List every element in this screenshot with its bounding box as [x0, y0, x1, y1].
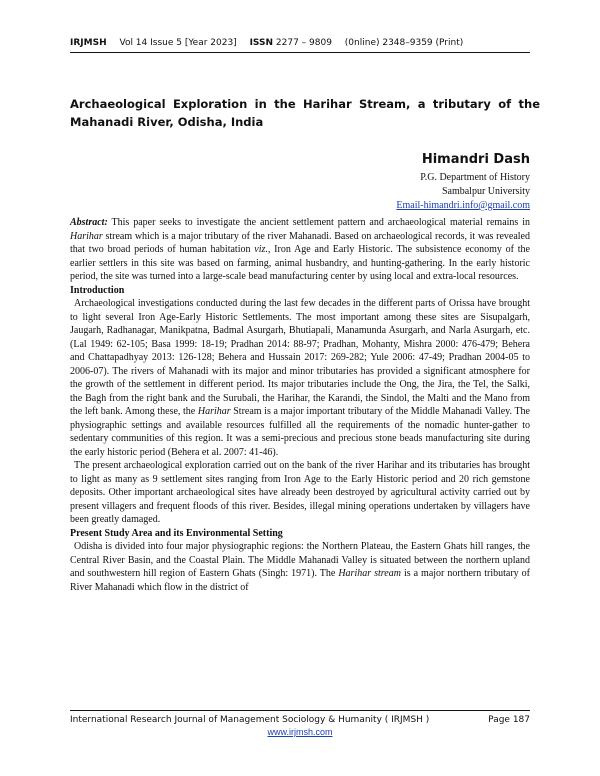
introduction-heading: Introduction [70, 284, 125, 296]
issn-value: 2277 – 9809 [275, 38, 332, 48]
author-department: P.G. Department of History [420, 172, 530, 183]
paper-body [70, 216, 530, 594]
study-text: Odisha is divided into four major physiographic regions: the Northern Plateau, the Eastern Ghats hill ranges, the Central River Basin, and the Coastal Plain. The Middle Mahanadi Valley is situated between the northern upland and southwestern hill region of Eastern Ghats (Singh: 1971). The [70, 541, 530, 579]
introduction-paragraph [70, 297, 530, 459]
footer-journal-name: International Research Journal of Management Sociology & Humanity ( IRJMSH ) [70, 715, 430, 725]
journal-abbrev: IRJMSH [70, 38, 107, 48]
abstract-text: stream which is a major tributary of the river Mahanadi. Based on archaeological records, it was revealed that two broad periods of human habitation [70, 230, 530, 255]
running-footer [70, 712, 530, 737]
author-name: Himandri Dash [421, 152, 530, 167]
volume-info: Vol 14 Issue 5 [Year 2023] [119, 38, 237, 48]
study-area-heading: Present Study Area and its Environmental Setting [70, 527, 283, 539]
running-header [70, 38, 463, 48]
intro-text: Archaeological investigations conducted during the last few decades in the different parts of Orissa have brought to light several Iron Age-Early Historic Settlements. The most important among these sites are Sisupalgarh, Jaugarh, Radhanagar, Manikpatna, Badmal Asurgarh, Bhutiapali, Manamunda Asurgarh, and Narla Asurgarh, etc. (Lal 1949: 62-105; Basa 1999: 18-19; Pradhan 2014: 88-97; Pradhan, Mohanty, Mishra 2000: 476-479; Behera and Chattapadhyay 2013: 126-128; Behera and Hussain 2017: 269-282; Yule 2006: 47-49; Pradhan 2004-05 to 2006-07). The rivers of Mahanadi with its major and minor tributaries has provided a significant atmosphere for the growth of the settlement in different period. Its major tributaries include the Ong, the Jira, the Tel, the Salki, the Bagh from the right bank and the Surubali, the Harihar, the Karandi, the Sindol, the Malti and the Mano from the left bank. Among these, the [70, 298, 530, 417]
author-email-link[interactable]: Email-himandri.info@gmail.com [396, 200, 530, 211]
paper-title: Archaeological Exploration in the Harihar Stream, a tributary of the Mahanadi River, Odisha, India [70, 97, 540, 129]
page-number: Page 187 [488, 715, 530, 725]
issn-online-print: (0nline) 2348–9359 (Print) [344, 38, 464, 48]
intro-italic: Harihar [197, 406, 231, 417]
issn-label: ISSN [249, 38, 274, 48]
introduction-paragraph-2: The present archaeological exploration carried out on the bank of the river Harihar and its tributaries has brought to light as many as 9 settlement sites ranging from Iron Age to the Early Historic period and 20 rich gemstone deposits. Other important archaeological sites have already been destroyed by agricultural activity carried out by present villagers and frequent floods of this river. Besides, illegal mining operations undertaken by villagers have been greatly damaged. [70, 460, 530, 525]
footer-divider [70, 710, 530, 711]
header-divider [70, 52, 530, 53]
study-italic: Harihar stream [338, 568, 401, 579]
study-text: is a major northern tributary of River Mahanadi which flow in the district of [70, 568, 531, 593]
abstract-text: , Iron Age and Early Historic. The subsistence economy of the earlier settlers in this site was based on farming, animal husbandry, and hunting-gathering. In the early historic period, the site was turned into a large-scale bead manufacturing center by using local and extra-local resources. [70, 244, 530, 282]
abstract-italic: viz. [254, 244, 268, 255]
abstract-text: This paper seeks to investigate the ancient settlement pattern and archaeological material remains in [107, 217, 530, 228]
author-university: Sambalpur University [441, 186, 530, 197]
journal-url-link[interactable]: www.irjmsh.com [267, 727, 333, 737]
study-area-paragraph [70, 540, 530, 594]
intro-text: Stream is a major important tributary of the Middle Mahanadi Valley. The physiographic settings and available resources fulfilled all the requirements of the nomadic hunter-gather to sedentary communities of this region. It was a semi-precious and precious stone beads manufacturing site during the early historic period (Behera et al. 2007: 41-46). [70, 406, 530, 458]
abstract-italic: Harihar [70, 230, 103, 242]
abstract-label: Abstract: [70, 217, 108, 228]
abstract-paragraph [70, 216, 530, 284]
